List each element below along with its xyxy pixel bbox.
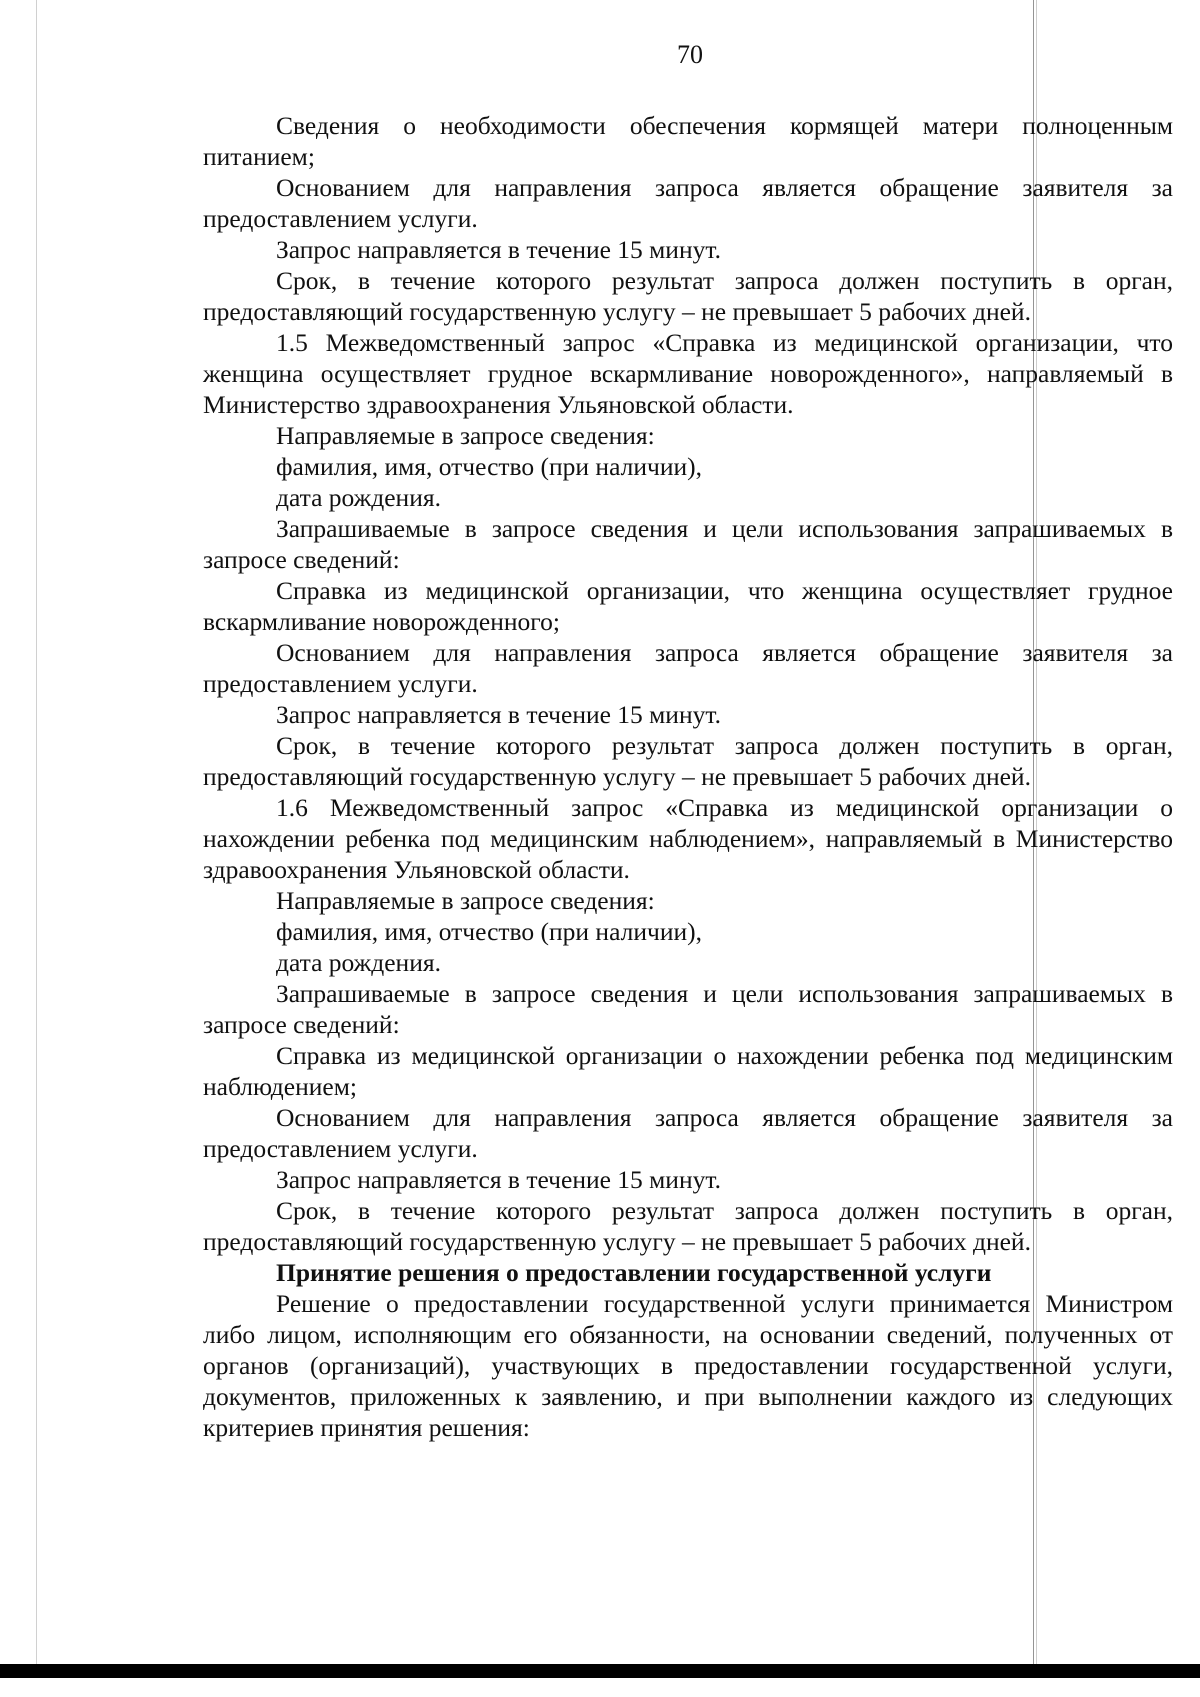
scan-bottom-edge bbox=[0, 1664, 1200, 1678]
page-number: 70 bbox=[677, 40, 703, 69]
paragraph: Срок, в течение которого результат запроса должен поступить в орган, предоставляющий государственную услугу – не превышает 5 рабочих дней. bbox=[203, 1196, 1173, 1256]
document-body bbox=[203, 110, 1173, 1443]
paragraph: дата рождения. bbox=[276, 483, 441, 512]
paragraph: Справка из медицинской организации, что женщина осуществляет грудное вскармливание новорожденного; bbox=[203, 576, 1173, 636]
paragraph: Запрос направляется в течение 15 минут. bbox=[276, 235, 721, 264]
paragraph: Направляемые в запросе сведения: bbox=[276, 421, 655, 450]
paragraph: Срок, в течение которого результат запроса должен поступить в орган, предоставляющий государственную услугу – не превышает 5 рабочих дней. bbox=[203, 731, 1173, 791]
paragraph: Сведения о необходимости обеспечения кормящей матери полноценным питанием; bbox=[203, 111, 1173, 171]
paragraph: Запрашиваемые в запросе сведения и цели использования запрашиваемых в запросе сведений: bbox=[203, 514, 1173, 574]
paragraph: Основанием для направления запроса является обращение заявителя за предоставлением услуги. bbox=[203, 1103, 1173, 1163]
paragraph: Основанием для направления запроса является обращение заявителя за предоставлением услуги. bbox=[203, 173, 1173, 233]
scan-artifact-left bbox=[36, 0, 37, 1664]
paragraph: Справка из медицинской организации о нахождении ребенка под медицинским наблюдением; bbox=[203, 1041, 1173, 1101]
closing-paragraph: Решение о предоставлении государственной услуги принимается Министром либо лицом, исполняющим его обязанности, на основании сведений, полученных от органов (организаций), участвующих в предоставлении государственной услуги, документов, приложенных к заявлению, и при выполнении каждого из следующих критериев принятия решения: bbox=[203, 1289, 1173, 1442]
paragraph: Срок, в течение которого результат запроса должен поступить в орган, предоставляющий государственную услугу – не превышает 5 рабочих дней. bbox=[203, 266, 1173, 326]
paragraph: фамилия, имя, отчество (при наличии), bbox=[276, 917, 702, 946]
paragraph: дата рождения. bbox=[276, 948, 441, 977]
paragraph: Запрос направляется в течение 15 минут. bbox=[276, 700, 721, 729]
paragraph: Направляемые в запросе сведения: bbox=[276, 886, 655, 915]
paragraph-request-1-6: 1.6 Межведомственный запрос «Справка из медицинской организации о нахождении ребенка под медицинским наблюдением», направляемый в Министерство здравоохранения Ульяновской области. bbox=[203, 793, 1173, 884]
paragraph: Запрос направляется в течение 15 минут. bbox=[276, 1165, 721, 1194]
paragraph-request-1-5: 1.5 Межведомственный запрос «Справка из медицинской организации, что женщина осуществляет грудное вскармливание новорожденного», направляемый в Министерство здравоохранения Ульяновской области. bbox=[203, 328, 1173, 419]
section-heading: Принятие решения о предоставлении государственной услуги bbox=[276, 1258, 992, 1287]
paragraph: фамилия, имя, отчество (при наличии), bbox=[276, 452, 702, 481]
paragraph: Запрашиваемые в запросе сведения и цели использования запрашиваемых в запросе сведений: bbox=[203, 979, 1173, 1039]
paragraph: Основанием для направления запроса является обращение заявителя за предоставлением услуги. bbox=[203, 638, 1173, 698]
